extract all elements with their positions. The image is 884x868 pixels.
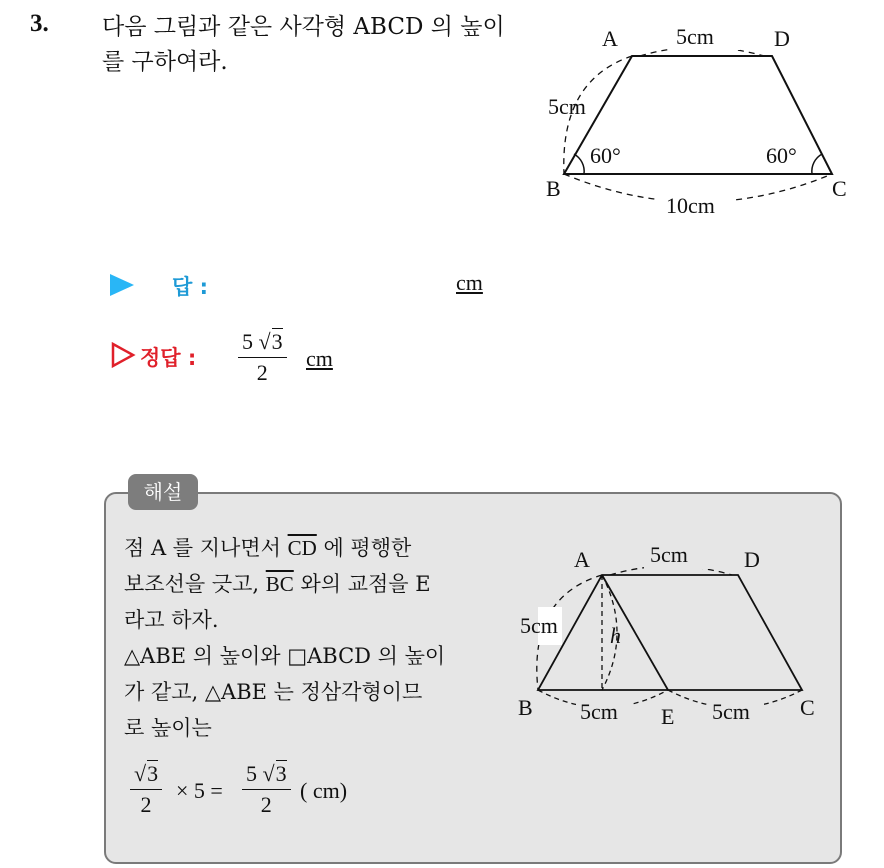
correct-answer-row — [110, 330, 510, 390]
height-label: h — [610, 623, 621, 648]
bottom-length: 10cm — [666, 193, 715, 218]
top-length: 5cm — [676, 24, 714, 49]
sqrt3-over-2: $\frac{√3}{2}$ — [130, 760, 162, 818]
correct-denominator: 2 — [256, 360, 268, 385]
vertex-b: B — [518, 695, 533, 720]
question-text: 다음 그림과 같은 사각형 ABCD 의 높이를 구하여라. — [102, 14, 505, 75]
times-five: × 5 = — [176, 778, 223, 803]
angle-c: 60° — [766, 143, 797, 168]
answer-label: 답 : — [172, 275, 208, 299]
correct-unit: cm — [306, 346, 333, 371]
vertex-b: B — [546, 176, 561, 201]
ec-length: 5cm — [712, 699, 750, 724]
vertex-d: D — [744, 547, 760, 572]
correct-fraction: $\frac{5 √3}{2}$ — [238, 328, 287, 386]
vertex-e: E — [661, 704, 675, 729]
formula-unit: ( cm) — [300, 778, 348, 803]
segment-bc: $\overline{BC}$ — [265, 572, 294, 596]
auxiliary-line-figure — [510, 535, 830, 745]
angle-b: 60° — [590, 143, 621, 168]
correct-label: 정답 : — [140, 346, 197, 370]
explanation-tag: 해설 — [128, 474, 198, 510]
side-length: 5cm — [548, 94, 586, 119]
outline-triangle-icon — [110, 342, 136, 368]
vertex-c: C — [832, 176, 847, 201]
answer-row — [110, 268, 510, 308]
vertex-a: A — [602, 26, 618, 51]
trapezoid-figure — [540, 20, 860, 225]
vertex-c: C — [800, 695, 815, 720]
side-length: 5cm — [520, 613, 558, 638]
vertex-d: D — [774, 26, 790, 51]
play-triangle-icon — [110, 274, 134, 296]
vertex-a: A — [574, 547, 590, 572]
explanation-text: 점 A 를 지나면서 $\overline{CD}$ 에 평행한 보조선을 긋고, $\overline{BC}$ 와의 교점을 E 라고 하자. △ABE 의 높이와 □ABCD 의 높이 가 같고, △ABE 는 정삼각형이므 로 높이는 — [124, 536, 446, 740]
segment-cd: $\overline{CD}$ — [287, 536, 317, 560]
height-formula — [124, 760, 444, 830]
question-number: 3. — [30, 10, 49, 37]
be-length: 5cm — [580, 699, 618, 724]
result-fraction: $\frac{5 √3}{2}$ — [242, 760, 291, 818]
answer-unit: cm — [456, 270, 483, 295]
correct-radicand: 3 — [271, 329, 283, 354]
correct-coef: 5 — [242, 329, 253, 354]
top-length: 5cm — [650, 542, 688, 567]
